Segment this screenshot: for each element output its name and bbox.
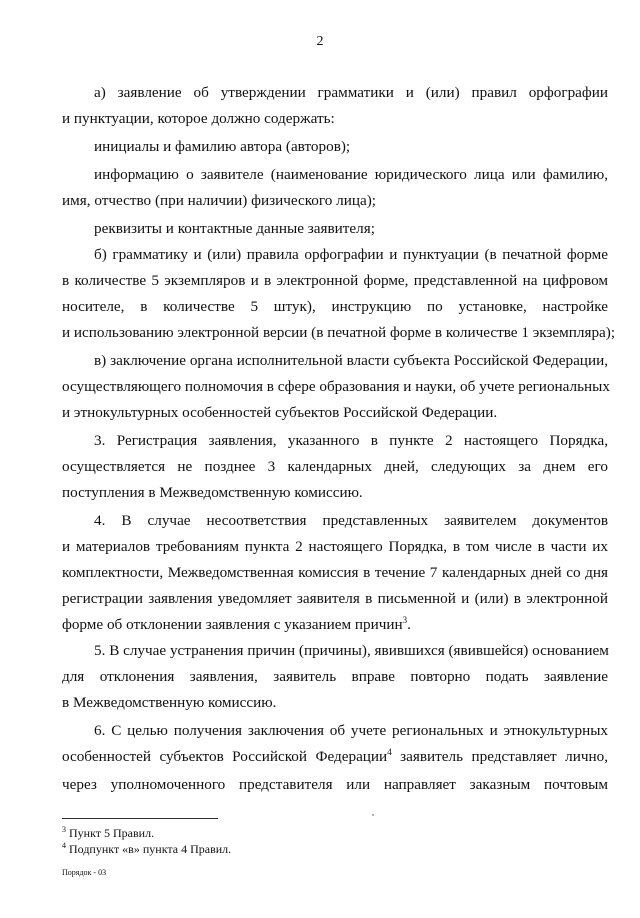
text-line xyxy=(62,694,608,712)
line-text-tail: заявитель представляет лично, xyxy=(391,748,608,765)
footnote-ref: 4 xyxy=(387,747,392,757)
line-text: регистрации заявления уведомляет заявителя в письменной и (или) в электронной xyxy=(62,590,608,607)
footnote-number: 4 xyxy=(62,841,66,850)
text-line xyxy=(62,748,608,766)
text-line xyxy=(94,166,608,184)
line-text: 3. Регистрация заявления, указанного в пункте 2 настоящего Порядка, xyxy=(94,432,608,449)
text-line xyxy=(94,138,608,156)
text-line xyxy=(62,776,608,794)
text-line xyxy=(62,298,608,316)
line-text: в) заключение органа исполнительной власти субъекта Российской Федерации, xyxy=(94,352,608,369)
document-code: Порядок - 03 xyxy=(62,868,107,877)
footnote-number: 3 xyxy=(62,825,66,834)
text-line xyxy=(62,378,608,396)
text-line xyxy=(62,538,608,556)
text-line xyxy=(62,590,608,608)
text-line xyxy=(94,642,608,660)
text-line xyxy=(62,668,608,686)
line-text: в Межведомственную комиссию. xyxy=(62,694,277,711)
text-line xyxy=(62,404,608,422)
text-line xyxy=(94,246,608,264)
text-line xyxy=(62,272,608,290)
line-text: б) грамматику и (или) правила орфографии и пунктуации (в печатной форме xyxy=(94,246,608,263)
text-line xyxy=(94,432,608,450)
text-line xyxy=(62,192,608,210)
line-text: носителе, в количестве 5 штук), инструкцию по установке, настройке xyxy=(62,298,608,315)
line-text: особенностей субъектов Российской Федерации xyxy=(62,748,388,765)
line-text: инициалы и фамилию автора (авторов); xyxy=(94,138,351,155)
line-text: форме об отклонении заявления с указанием причин xyxy=(62,616,403,633)
text-line xyxy=(62,110,608,128)
text-line xyxy=(94,722,608,740)
line-text: и материалов требованиям пункта 2 настоящего Порядка, в том числе в части их xyxy=(62,538,608,555)
line-text: информацию о заявителе (наименование юридического лица или фамилию, xyxy=(94,166,608,183)
footnote-text: Пункт 5 Правил. xyxy=(69,826,155,840)
line-text: и использованию электронной версии (в печатной форме в количестве 1 экземпляра); xyxy=(62,324,616,341)
footnote-separator xyxy=(62,818,218,819)
line-text: реквизиты и контактные данные заявителя; xyxy=(94,220,375,237)
line-text: 5. В случае устранения причин (причины), явившихся (явившейся) основанием xyxy=(94,642,609,659)
line-text: комплектности, Межведомственная комиссия в течение 7 календарных дней со дня xyxy=(62,564,608,581)
line-text: имя, отчество (при наличии) физического лица); xyxy=(62,192,376,209)
line-text: 6. С целью получения заключения об учете региональных и этнокультурных xyxy=(94,722,608,739)
text-line xyxy=(62,324,616,342)
line-text: 4. В случае несоответствия представленных заявителем документов xyxy=(94,512,608,529)
line-text: осуществляющего полномочия в сфере образования и науки, об учете региональных xyxy=(62,378,610,395)
text-line xyxy=(94,352,608,370)
line-text: и этнокультурных особенностей субъектов Российской Федерации. xyxy=(62,404,498,421)
footnote-3 xyxy=(62,826,154,840)
line-text: осуществляется не позднее 3 календарных дней, следующих за днем его xyxy=(62,458,608,475)
text-line xyxy=(62,616,608,634)
line-text: поступления в Межведомственную комиссию. xyxy=(62,484,363,501)
footnote-ref: 3 xyxy=(402,615,408,625)
page-number: 2 xyxy=(316,34,324,49)
text-line xyxy=(94,84,608,102)
footnote-4 xyxy=(62,842,231,856)
line-text-tail: . xyxy=(407,616,411,633)
text-line xyxy=(62,458,608,476)
line-text: а) заявление об утверждении грамматики и (или) правил орфографии xyxy=(94,84,608,101)
text-line xyxy=(62,564,608,582)
text-line xyxy=(62,484,608,502)
footnote-text: Подпункт «в» пункта 4 Правил. xyxy=(69,842,232,856)
text-line xyxy=(94,220,608,238)
line-text: для отклонения заявления, заявитель вправе повторно подать заявление xyxy=(62,668,608,685)
line-text: и пунктуации, которое должно содержать: xyxy=(62,110,335,127)
text-line xyxy=(94,512,608,530)
scan-speck xyxy=(372,814,374,816)
line-text: в количестве 5 экземпляров и в электронной форме, представленной на цифровом xyxy=(62,272,608,289)
line-text: через уполномоченного представителя или направляет заказным почтовым xyxy=(62,776,608,793)
